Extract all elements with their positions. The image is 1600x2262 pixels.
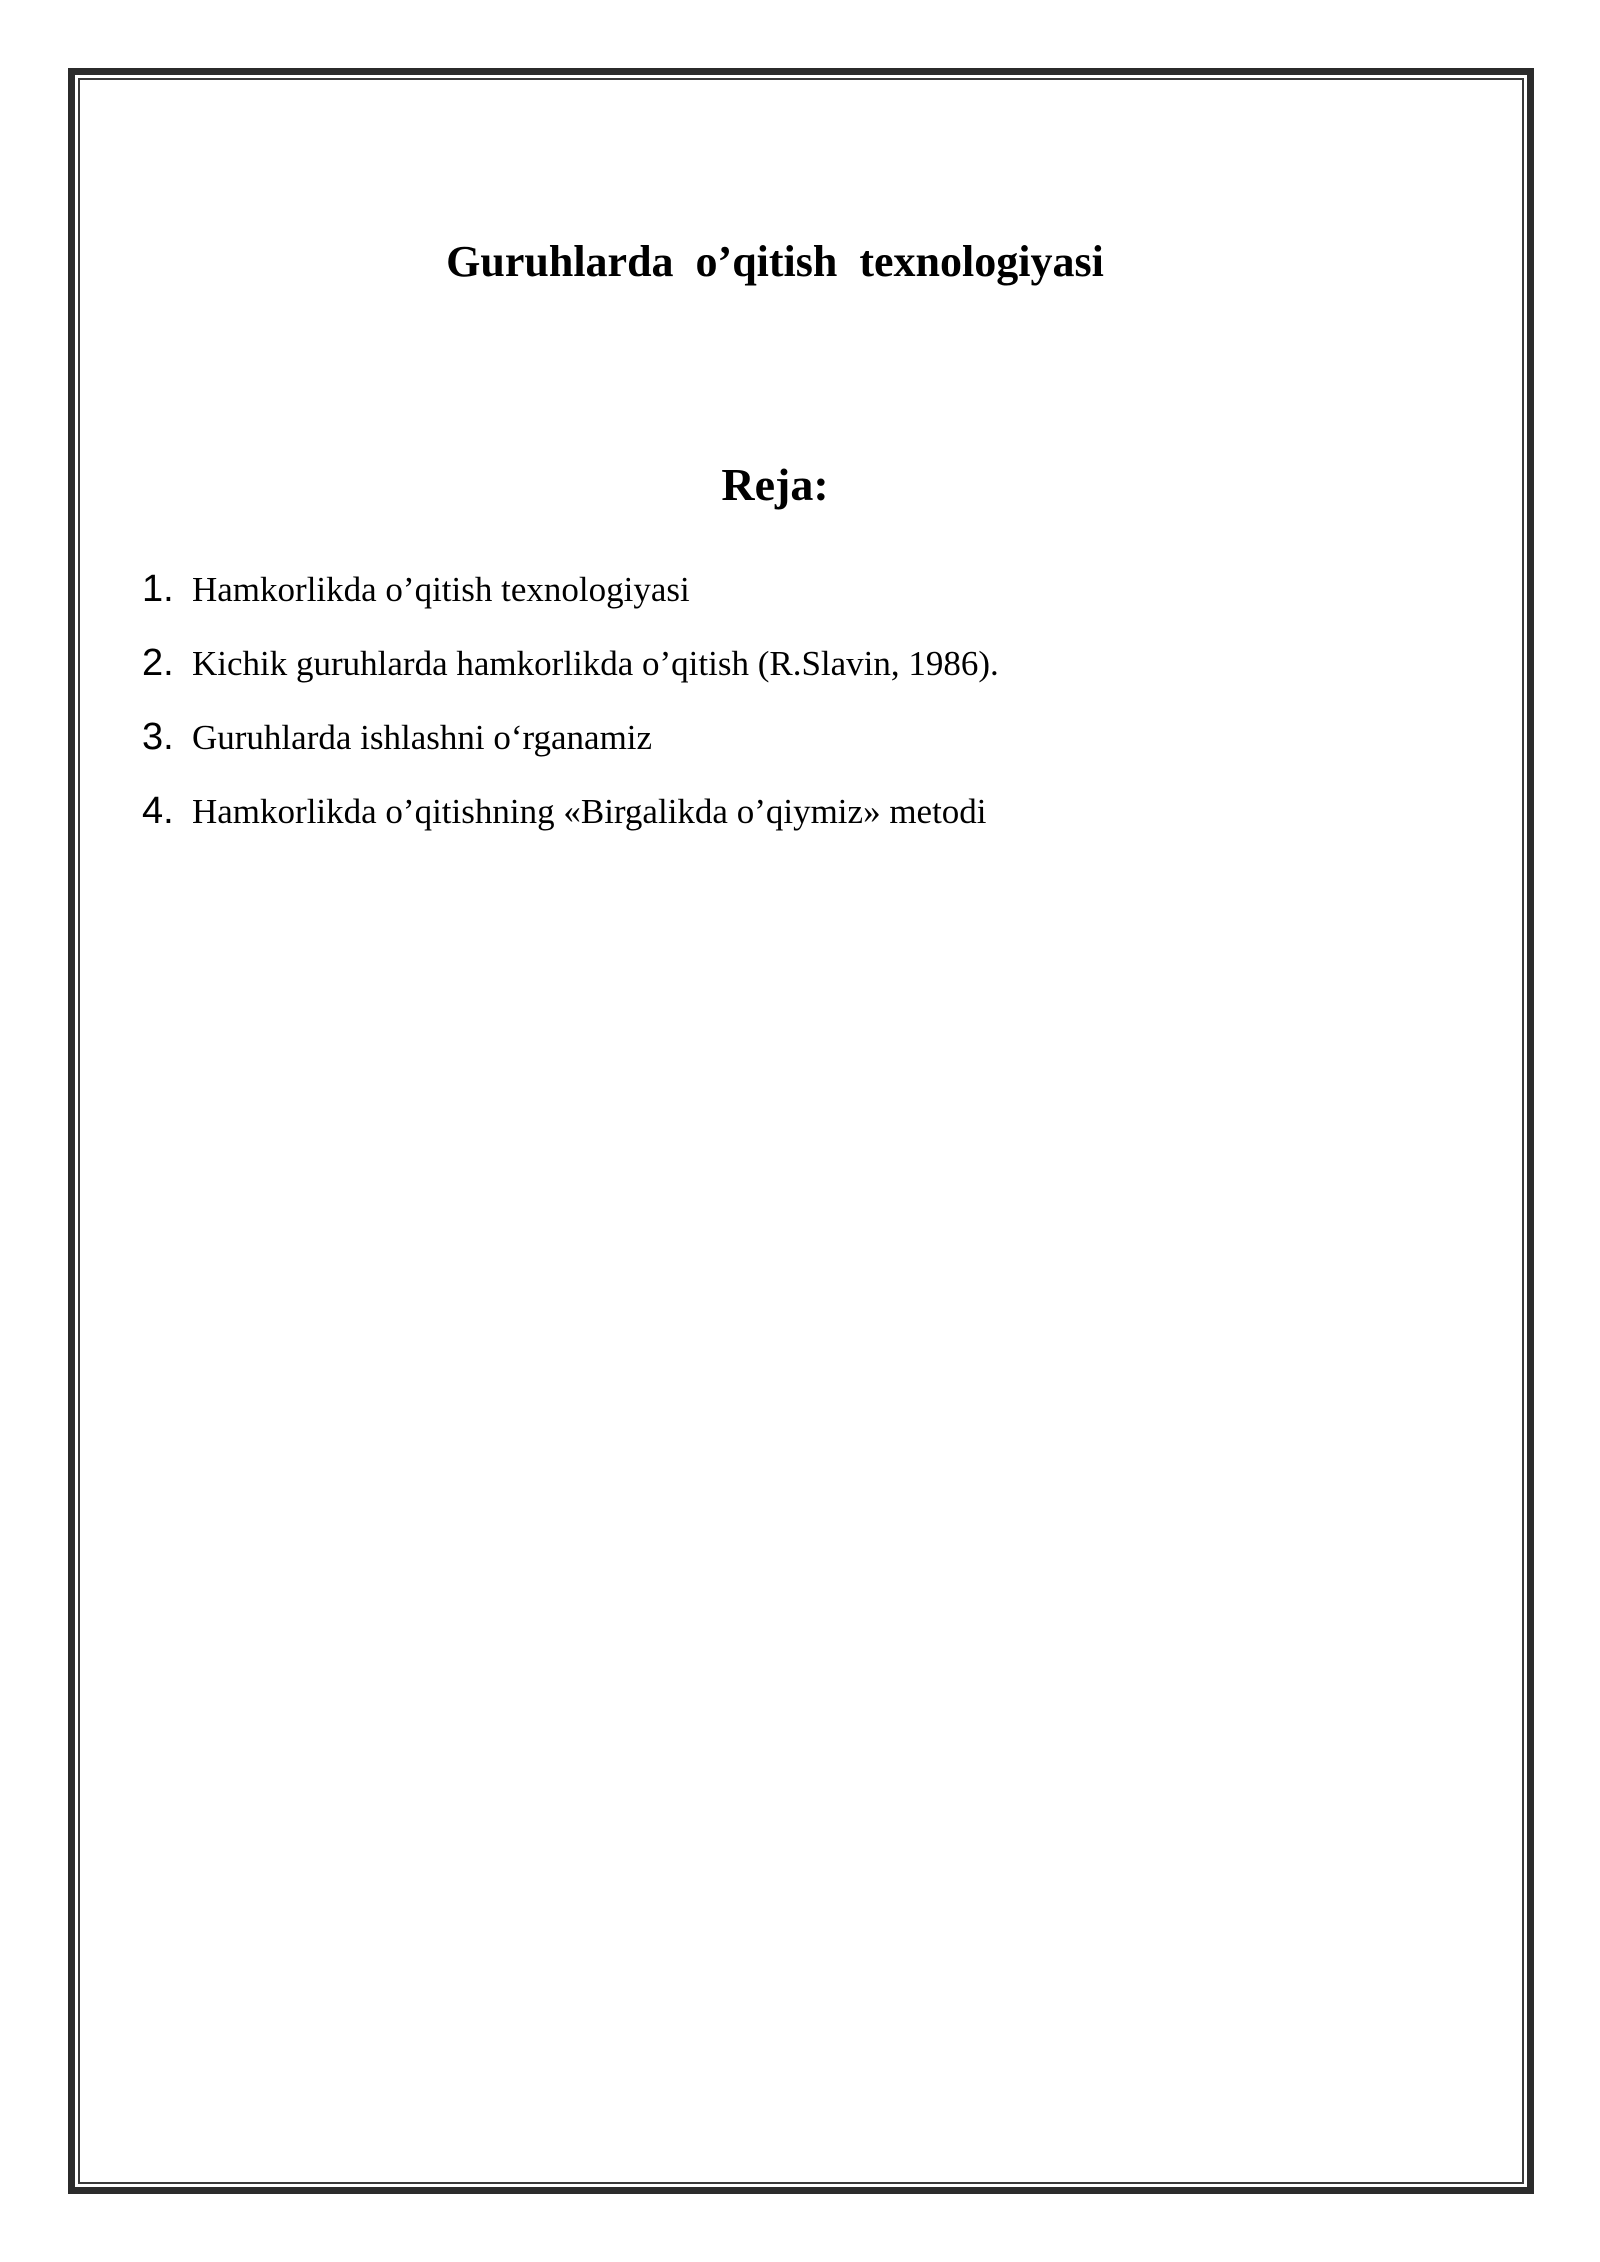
plan-item-number: 4. (142, 790, 174, 832)
document-title: Guruhlarda o’qitish texnologiyasi (446, 237, 1104, 286)
plan-item (142, 716, 999, 790)
plan-item-number: 1. (142, 568, 174, 610)
plan-item (142, 642, 999, 716)
plan-item (142, 568, 999, 642)
plan-item-number: 3. (142, 716, 174, 758)
plan-item-text: Hamkorlikda o’qitishning «Birgalikda o’qiymiz» metodi (192, 792, 987, 831)
plan-heading: Reja: (721, 459, 829, 510)
plan-item-number: 2. (142, 642, 174, 684)
plan-item-text: Kichik guruhlarda hamkorlikda o’qitish (R.Slavin, 1986). (192, 644, 999, 683)
plan-item-text: Hamkorlikda o’qitish texnologiyasi (192, 570, 690, 609)
plan-item (142, 790, 999, 864)
plan-item-text: Guruhlarda ishlashni o‘rganamiz (192, 718, 653, 757)
plan-list (142, 568, 999, 864)
page-border-inner (78, 78, 1524, 2184)
